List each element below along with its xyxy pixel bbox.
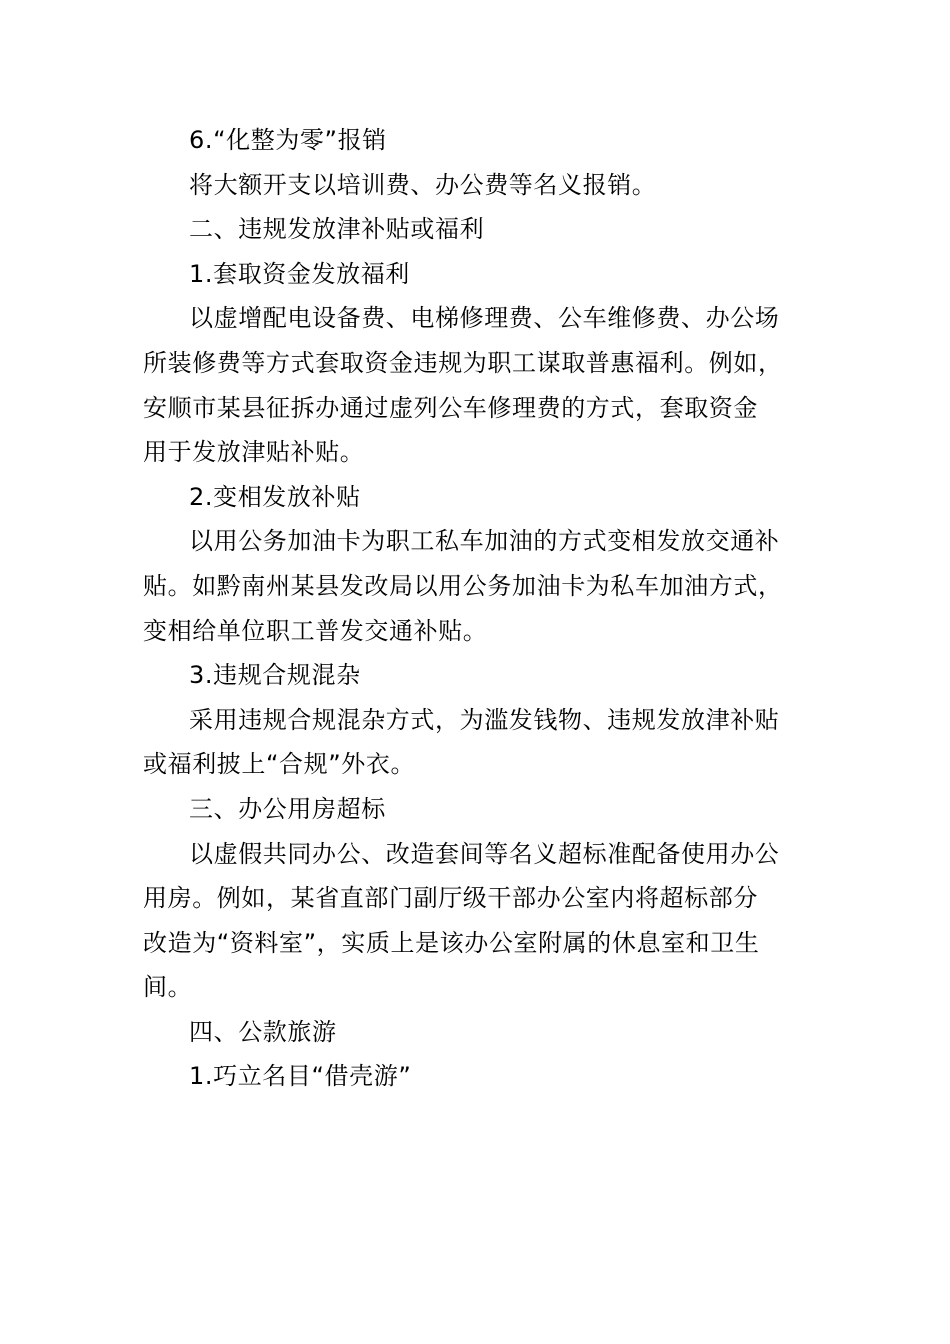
paragraph-line: 以用公务加油卡为职工私车加油的方式变相发放交通补	[189, 527, 780, 556]
paragraph-line: 采用违规合规混杂方式，为滥发钱物、违规发放津补贴	[189, 705, 780, 734]
subheading-line: 1.巧立名目“借壳游”	[189, 1062, 412, 1091]
document-body	[143, 118, 809, 1099]
paragraph-line: 用于发放津贴补贴。	[143, 438, 365, 467]
subheading-line: 3.违规合规混杂	[189, 661, 361, 690]
paragraph-line: 或福利披上“合规”外衣。	[143, 750, 416, 779]
paragraph-line: 将大额开支以培训费、办公费等名义报销。	[189, 170, 657, 199]
paragraph-line: 所装修费等方式套取资金违规为职工谋取普惠福利。例如，	[143, 348, 783, 377]
section-heading-line: 三、办公用房超标	[189, 794, 386, 823]
subheading-line: 1.套取资金发放福利	[189, 259, 410, 288]
paragraph-line: 变相给单位职工普发交通补贴。	[143, 616, 488, 645]
paragraph-line: 以虚增配电设备费、电梯修理费、公车维修费、办公场	[189, 304, 780, 333]
section-heading-line: 四、公款旅游	[189, 1017, 337, 1046]
paragraph-line: 贴。如黔南州某县发改局以用公务加油卡为私车加油方式，	[143, 571, 783, 600]
paragraph-line: 改造为“资料室”，实质上是该办公室附属的休息室和卫生	[143, 928, 760, 957]
paragraph-line: 安顺市某县征拆办通过虚列公车修理费的方式，套取资金	[143, 393, 758, 422]
section-heading-line: 二、违规发放津补贴或福利	[189, 215, 485, 244]
paragraph-line: 用房。例如，某省直部门副厅级干部办公室内将超标部分	[143, 884, 758, 913]
paragraph-line: 以虚假共同办公、改造套间等名义超标准配备使用办公	[189, 839, 780, 868]
paragraph-line: 间。	[143, 973, 193, 1002]
subheading-line: 2.变相发放补贴	[189, 482, 361, 511]
subheading-line: 6.“化整为零”报销	[189, 126, 387, 154]
